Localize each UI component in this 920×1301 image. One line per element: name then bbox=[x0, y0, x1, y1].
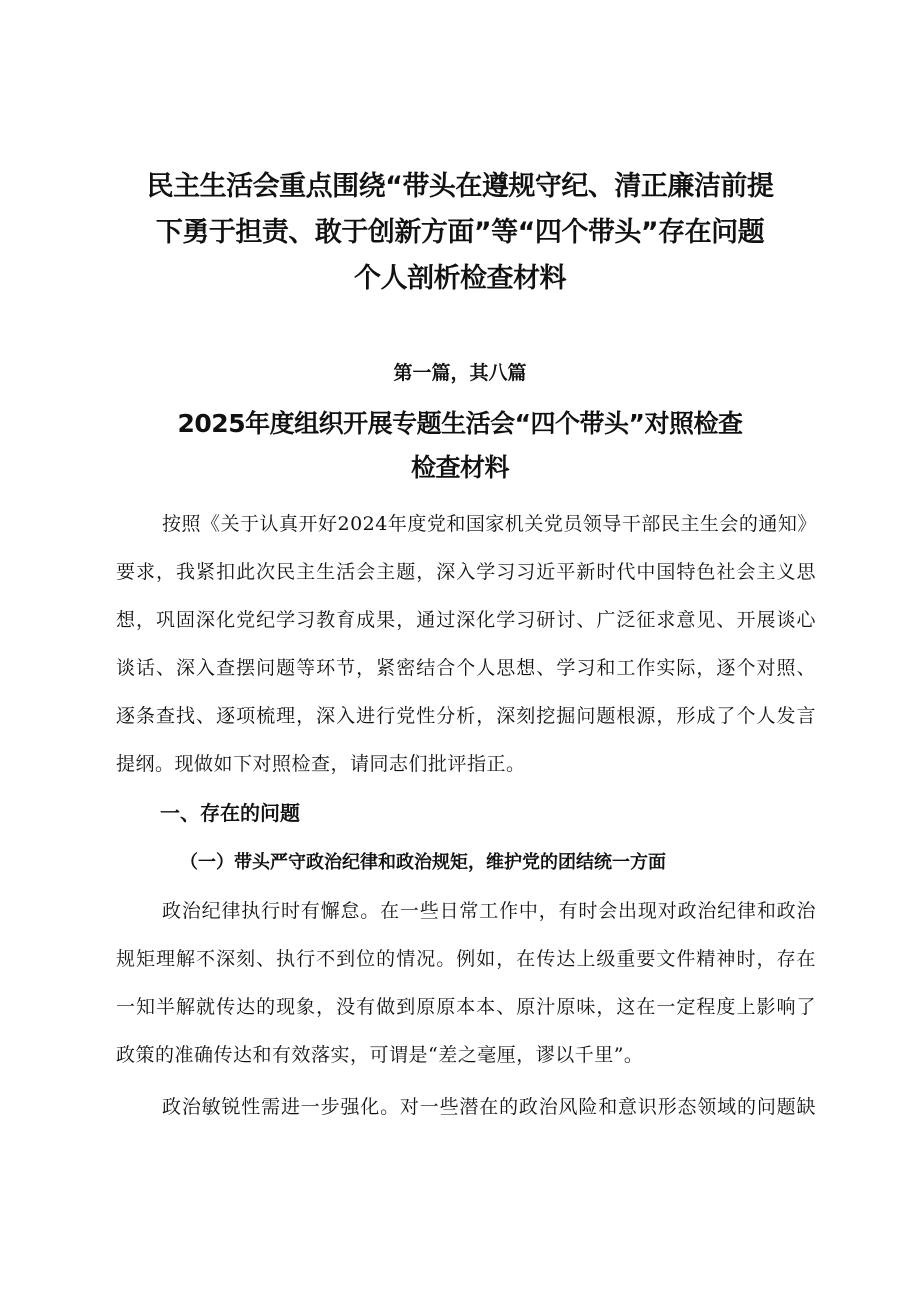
intro-paragraph bbox=[116, 500, 816, 788]
paragraph-line: 规矩理解不深刻、执行不到位的情况。例如，在传达上级重要文件精神时，存在 bbox=[116, 948, 816, 970]
paragraph-line: 政策的准确传达和有效落实，可谓是“差之毫厘，谬以千里”。 bbox=[116, 1044, 644, 1066]
sub-title-line: 2025年度组织开展专题生活会“四个带头”对照检查 bbox=[177, 409, 743, 438]
paragraph-line: 谈话、深入查摆问题等环节，紧密结合个人思想、学习和工作实际，逐个对照、 bbox=[116, 657, 816, 679]
paragraph-line: 提纲。现做如下对照检查，请同志们批评指正。 bbox=[116, 753, 526, 775]
main-title-line: 个人剖析检查材料 bbox=[354, 263, 566, 294]
paragraph-line: 要求，我紧扣此次民主生活会主题，深入学习习近平新时代中国特色社会主义思 bbox=[116, 561, 816, 583]
document-main-title bbox=[100, 164, 820, 302]
paragraph-line: 想，巩固深化党纪学习教育成果，通过深化学习研讨、广泛征求意见、开展谈心 bbox=[116, 609, 816, 631]
subsection-heading: （一）带头严守政治纪律和政治规矩，维护党的团结统一方面 bbox=[180, 852, 666, 873]
paragraph-line: 一知半解就传达的现象，没有做到原原本本、原汁原味，这在一定程度上影响了 bbox=[116, 996, 816, 1018]
sub-title-line: 检查材料 bbox=[410, 453, 509, 482]
document-sub-title bbox=[100, 402, 820, 490]
paragraph-line: 政治敏锐性需进一步强化。对一些潜在的政治风险和意识形态领域的问题缺 bbox=[162, 1096, 816, 1118]
paragraph-line: 政治纪律执行时有懈怠。在一些日常工作中，有时会出现对政治纪律和政治 bbox=[162, 900, 816, 922]
paragraph-political-discipline bbox=[116, 887, 816, 1079]
paragraph-line: 按照《关于认真开好2024年度党和国家机关党员领导干部民主生会的通知》 bbox=[162, 513, 817, 535]
main-title-line: 民主生活会重点围绕“带头在遵规守纪、清正廉洁前提 bbox=[146, 171, 774, 202]
section-heading: 一、存在的问题 bbox=[160, 801, 300, 825]
paragraph-political-sensitivity bbox=[116, 1083, 816, 1131]
main-title-line: 下勇于担责、敢于创新方面”等“四个带头”存在问题 bbox=[155, 217, 765, 248]
part-label: 第一篇，其八篇 bbox=[393, 362, 527, 384]
paragraph-line: 逐条查找、逐项梳理，深入进行党性分析，深刻挖掘问题根源，形成了个人发言 bbox=[116, 705, 816, 727]
